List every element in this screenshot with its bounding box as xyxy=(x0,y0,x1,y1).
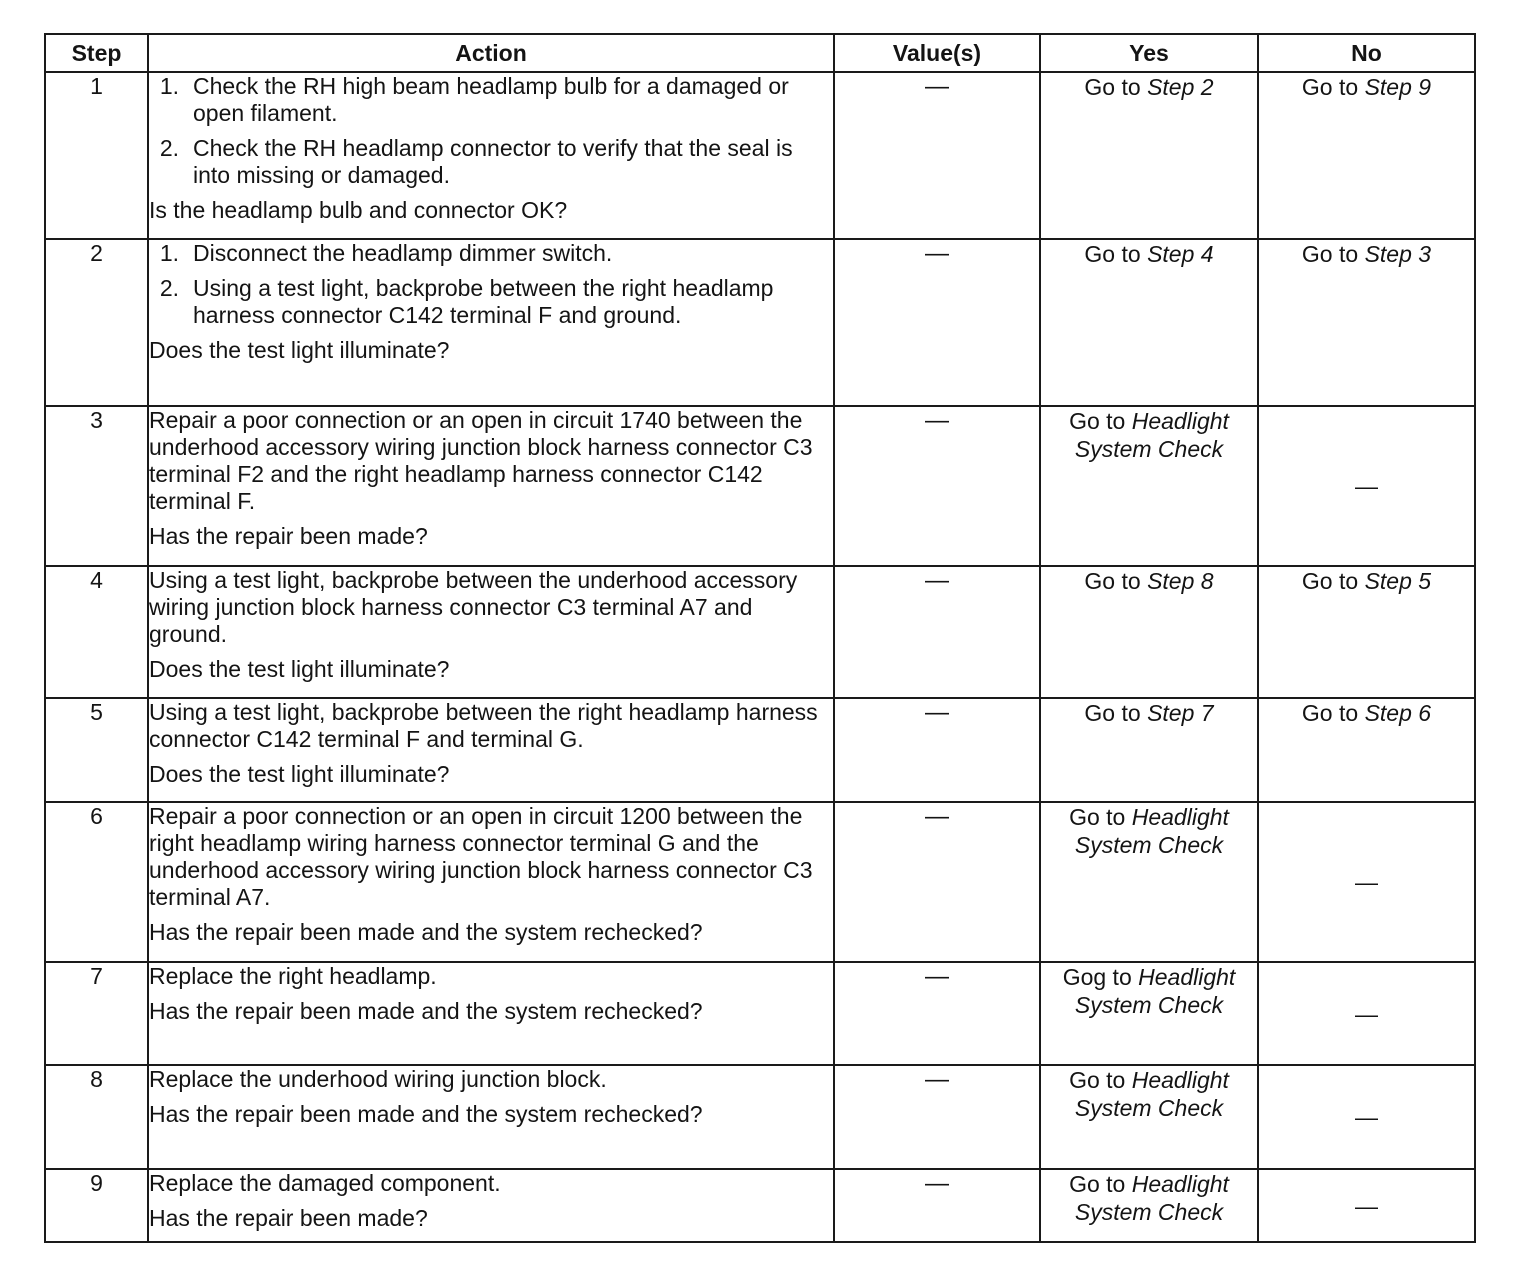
yes-target-link[interactable]: Headlight System Check xyxy=(1074,964,1236,1018)
yes-target-link[interactable]: Headlight System Check xyxy=(1074,408,1229,462)
yes-cell: Go to Headlight System Check xyxy=(1040,1169,1258,1242)
value-cell: — xyxy=(834,698,1040,802)
yes-cell: Go to Step 8 xyxy=(1040,566,1258,698)
no-target-link[interactable]: Step 5 xyxy=(1364,568,1432,594)
action-cell xyxy=(148,566,834,698)
table-row xyxy=(45,1169,1475,1242)
step-number: 5 xyxy=(45,698,148,802)
yes-cell: Go to Step 2 xyxy=(1040,72,1258,239)
value-cell: — xyxy=(834,239,1040,406)
action-cell xyxy=(148,1065,834,1169)
no-target-link[interactable]: Step 3 xyxy=(1364,241,1432,267)
value-cell: — xyxy=(834,962,1040,1065)
yes-target-link[interactable]: Headlight System Check xyxy=(1074,1067,1229,1121)
no-cell: — xyxy=(1258,802,1475,962)
yes-target-link[interactable]: Step 2 xyxy=(1147,74,1214,100)
step-number: 7 xyxy=(45,962,148,1065)
no-cell: Go to Step 3 xyxy=(1258,239,1475,406)
action-question: Does the test light illuminate? xyxy=(149,656,450,682)
action-cell xyxy=(148,406,834,566)
yes-target-link[interactable]: Step 8 xyxy=(1147,568,1214,594)
action-cell xyxy=(148,239,834,406)
action-cell xyxy=(148,962,834,1065)
value-cell: — xyxy=(834,802,1040,962)
value-cell: — xyxy=(834,406,1040,566)
action-question: Has the repair been made and the system rechecked? xyxy=(149,998,703,1024)
action-cell xyxy=(148,698,834,802)
header-row xyxy=(45,34,1475,72)
no-cell: — xyxy=(1258,962,1475,1065)
no-cell: Go to Step 6 xyxy=(1258,698,1475,802)
yes-cell: Go to Headlight System Check xyxy=(1040,406,1258,566)
value-cell: — xyxy=(834,566,1040,698)
action-cell xyxy=(148,1169,834,1242)
action-list-item: 2. Using a test light, backprobe between the right headlamp harness connector C142 terminal F and ground. xyxy=(159,275,774,328)
value-cell: — xyxy=(834,72,1040,239)
no-cell: — xyxy=(1258,1169,1475,1242)
no-target-link[interactable]: Step 9 xyxy=(1364,74,1432,100)
action-text: Using a test light, backprobe between the underhood accessory wiring junction block harness connector C3 terminal A7 and ground. xyxy=(149,567,798,647)
table-row xyxy=(45,239,1475,406)
yes-target-link[interactable]: Step 4 xyxy=(1147,241,1214,267)
step-number: 9 xyxy=(45,1169,148,1242)
header-values: Value(s) xyxy=(834,34,1040,72)
action-question: Has the repair been made and the system rechecked? xyxy=(149,919,703,945)
header-action: Action xyxy=(148,34,834,72)
no-cell: — xyxy=(1258,1065,1475,1169)
step-number: 3 xyxy=(45,406,148,566)
action-text: Repair a poor connection or an open in circuit 1740 between the underhood accessory wiring junction block harness connector C3 terminal F2 and the right headlamp harness connector C142 terminal F. xyxy=(149,407,813,514)
table-row xyxy=(45,698,1475,802)
action-cell xyxy=(148,802,834,962)
header-yes: Yes xyxy=(1040,34,1258,72)
header-no: No xyxy=(1258,34,1475,72)
yes-cell: Go to Headlight System Check xyxy=(1040,1065,1258,1169)
action-text: Replace the right headlamp. xyxy=(149,963,437,989)
step-number: 1 xyxy=(45,72,148,239)
table-row xyxy=(45,962,1475,1065)
action-question: Has the repair been made? xyxy=(149,1205,428,1231)
value-cell: — xyxy=(834,1065,1040,1169)
table-row xyxy=(45,72,1475,239)
value-cell: — xyxy=(834,1169,1040,1242)
action-text: Replace the damaged component. xyxy=(149,1170,501,1196)
action-question: Has the repair been made and the system rechecked? xyxy=(149,1101,703,1127)
action-text: Repair a poor connection or an open in circuit 1200 between the right headlamp wiring harness connector terminal G and the underhood accessory wiring junction block harness connector C3 terminal A7. xyxy=(149,803,813,910)
yes-cell: Go to Step 4 xyxy=(1040,239,1258,406)
yes-target-link[interactable]: Step 7 xyxy=(1147,700,1214,726)
table-row xyxy=(45,406,1475,566)
table-row xyxy=(45,1065,1475,1169)
action-question: Does the test light illuminate? xyxy=(149,337,450,363)
no-cell: Go to Step 5 xyxy=(1258,566,1475,698)
action-question: Has the repair been made? xyxy=(149,523,428,549)
step-number: 4 xyxy=(45,566,148,698)
table-row xyxy=(45,566,1475,698)
step-number: 6 xyxy=(45,802,148,962)
action-list-item: 2. Check the RH headlamp connector to verify that the seal is into missing or damaged. xyxy=(159,135,793,188)
header-step: Step xyxy=(45,34,148,72)
diagnostic-table xyxy=(44,33,1476,1243)
action-question: Is the headlamp bulb and connector OK? xyxy=(149,197,568,223)
no-cell: Go to Step 9 xyxy=(1258,72,1475,239)
yes-cell: Gog to Headlight System Check xyxy=(1040,962,1258,1065)
step-number: 2 xyxy=(45,239,148,406)
action-cell xyxy=(148,72,834,239)
action-text: Replace the underhood wiring junction block. xyxy=(149,1066,607,1092)
yes-target-link[interactable]: Headlight System Check xyxy=(1074,1171,1229,1225)
yes-target-link[interactable]: Headlight System Check xyxy=(1074,804,1229,858)
no-cell: — xyxy=(1258,406,1475,566)
action-question: Does the test light illuminate? xyxy=(149,761,450,787)
no-target-link[interactable]: Step 6 xyxy=(1364,700,1432,726)
action-list-item: 1. Check the RH high beam headlamp bulb for a damaged or open filament. xyxy=(159,73,789,126)
action-text: Using a test light, backprobe between the right headlamp harness connector C142 terminal F and terminal G. xyxy=(149,699,818,752)
step-number: 8 xyxy=(45,1065,148,1169)
table-row xyxy=(45,802,1475,962)
yes-cell: Go to Step 7 xyxy=(1040,698,1258,802)
action-list-item: 1. Disconnect the headlamp dimmer switch. xyxy=(159,240,613,266)
yes-cell: Go to Headlight System Check xyxy=(1040,802,1258,962)
